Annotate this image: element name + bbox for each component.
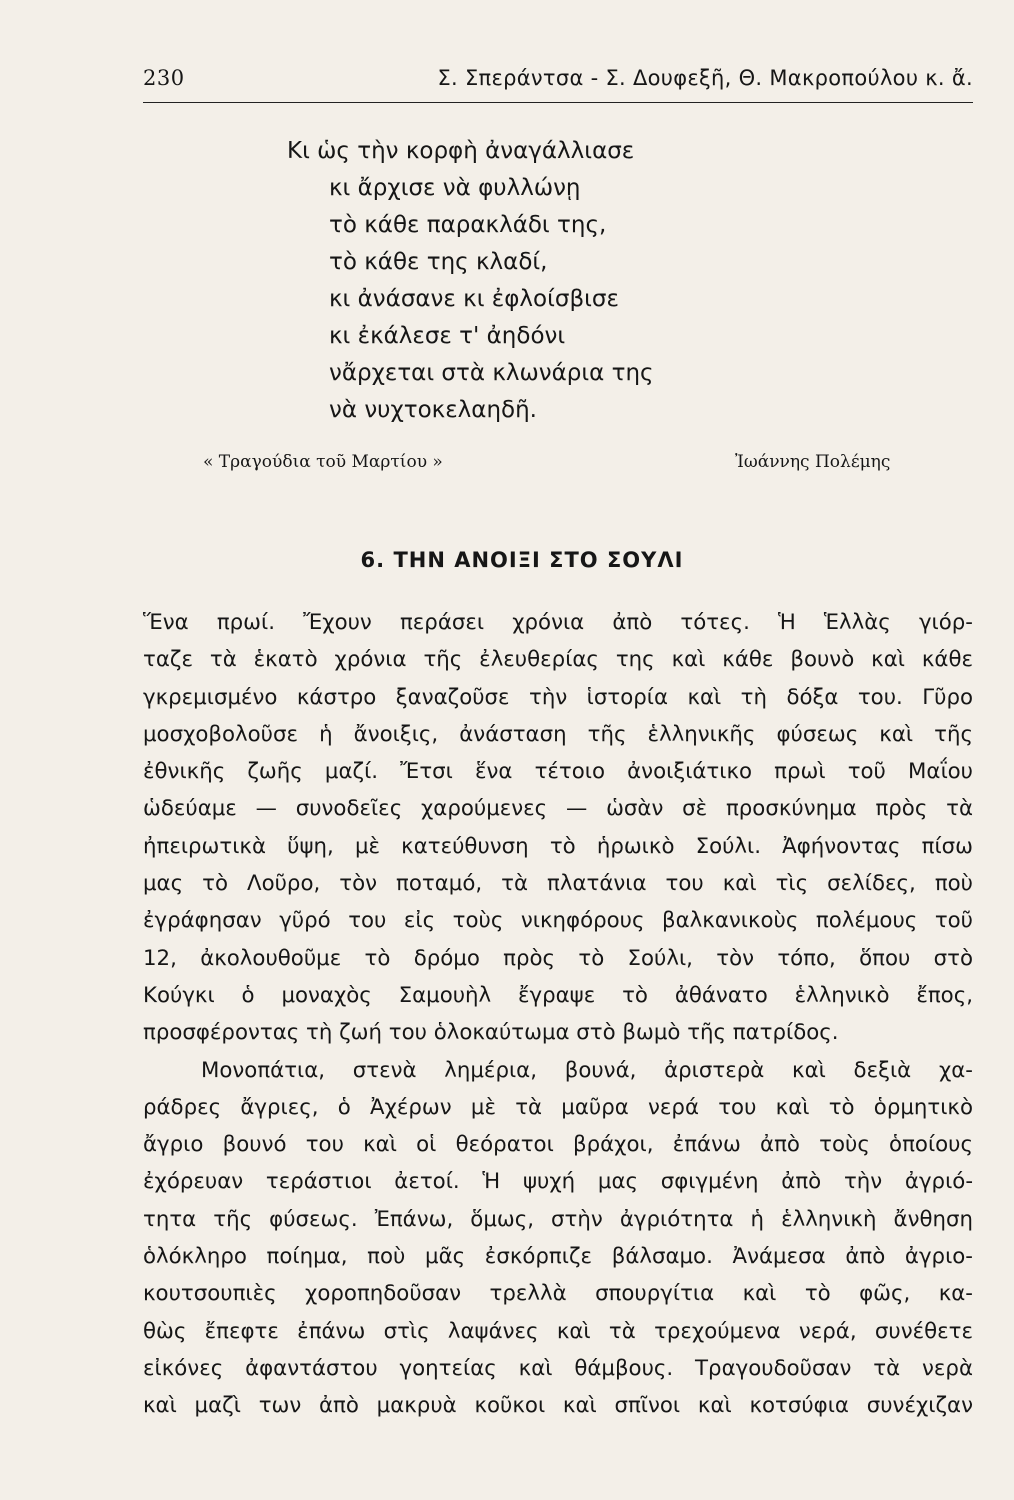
poem-line: τὸ κάθε παρακλάδι της, xyxy=(329,212,607,238)
text-line: ὁλόκληρο ποίημα, ποὺ μᾶς ἐσκόρπιζε βάλσαμο. Ἀνάμεσα ἀπὸ ἀγριο- xyxy=(143,1244,973,1270)
text-line: ράδρες ἄγριες, ὁ Ἀχέρων μὲ τὰ μαῦρα νερά του καὶ τὸ ὁρμητικὸ xyxy=(143,1094,973,1120)
text-line: ὡδεύαμε — συνοδεῖες χαρούμενες — ὡσὰν σὲ προσκύνημα πρὸς τὰ xyxy=(143,796,973,822)
text-line: θὼς ἔπεφτε ἐπάνω στὶς λαψάνες καὶ τὰ τρεχούμενα νερά, συνέθετε xyxy=(143,1318,973,1344)
text-line: κουτσουπιὲς χοροπηδοῦσαν τρελλὰ σπουργίτια καὶ τὸ φῶς, κα- xyxy=(143,1281,973,1307)
text-line: ταζε τὰ ἑκατὸ χρόνια τῆς ἐλευθερίας της καὶ κάθε βουνὸ καὶ κάθε xyxy=(143,647,973,673)
text-line: Ἕνα πρωί. Ἔχουν περάσει χρόνια ἀπὸ τότες. Ἡ Ἑλλὰς γιόρ- xyxy=(143,610,973,635)
text-line: Μονοπάτια, στενὰ λημέρια, βουνά, ἀριστερὰ καὶ δεξιὰ χα- xyxy=(201,1057,973,1083)
poem-line: νὰ νυχτοκελαηδῆ. xyxy=(329,397,537,423)
text-line: εἰκόνες ἀφαντάστου γοητείας καὶ θάμβους. Τραγουδοῦσαν τὰ νερὰ xyxy=(143,1355,973,1381)
section-heading: 6. ΤΗΝ ΑΝΟΙΞΙ ΣΤΟ ΣΟΥΛΙ xyxy=(360,548,684,572)
text-line: 12, ἀκολουθοῦμε τὸ δρόμο πρὸς τὸ Σούλι, τὸν τόπο, ὅπου στὸ xyxy=(143,945,973,971)
text-line: ἐθνικῆς ζωῆς μαζί. Ἔτσι ἕνα τέτοιο ἀνοιξιάτικο πρωὶ τοῦ Μαΐου xyxy=(143,759,973,785)
running-head: Σ. Σπεράντσα - Σ. Δουφεξῆ, Θ. Μακροπούλου κ. ἄ. xyxy=(437,66,973,90)
text-line: ἐχόρευαν τεράστιοι ἀετοί. Ἡ ψυχή μας σφιγμένη ἀπὸ τὴν ἀγριό- xyxy=(143,1169,973,1195)
page-header xyxy=(143,66,973,103)
poem-line: κι ἄρχισε νὰ φυλλώνῃ xyxy=(329,175,581,201)
body-text xyxy=(143,604,973,1425)
poem-line: τὸ κάθε της κλαδί, xyxy=(329,249,548,275)
poem-line: κι ἐκάλεσε τ' ἀηδόνι xyxy=(329,323,566,349)
poem-author: Ἰωάννης Πολέμης xyxy=(735,452,891,472)
poem-line: νἄρχεται στὰ κλωνάρια της xyxy=(329,360,654,386)
text-line: τητα τῆς φύσεως. Ἐπάνω, ὅμως, στὴν ἀγριότητα ἡ ἑλληνικὴ ἄνθηση xyxy=(143,1206,973,1232)
text-line: γκρεμισμένο κάστρο ξαναζοῦσε τὴν ἱστορία καὶ τὴ δόξα του. Γῦρο xyxy=(143,684,973,710)
poem-line: Κι ὡς τὴν κορφὴ ἀναγάλλιασε xyxy=(287,138,635,164)
text-line: καὶ μαζὶ των ἀπὸ μακρυὰ κοῦκοι καὶ σπῖνοι καὶ κοτσύφια συνέχιζαν xyxy=(143,1393,973,1419)
page-number: 230 xyxy=(143,66,185,90)
text-line: προσφέροντας τὴ ζωή του ὁλοκαύτωμα στὸ βωμὸ τῆς πατρίδος. xyxy=(143,1020,839,1046)
text-line: ἐγράφησαν γῦρό του εἰς τοὺς νικηφόρους βαλκανικοὺς πολέμους τοῦ xyxy=(143,908,973,934)
text-line: μοσχοβολοῦσε ἡ ἄνοιξις, ἀνάσταση τῆς ἑλληνικῆς φύσεως καὶ τῆς xyxy=(143,721,973,747)
text-line: ἄγριο βουνό του καὶ οἱ θεόρατοι βράχοι, ἐπάνω ἀπὸ τοὺς ὁποίους xyxy=(143,1132,973,1158)
text-line: ἠπειρωτικὰ ὕψη, μὲ κατεύθυνση τὸ ἡρωικὸ Σούλι. Ἀφήνοντας πίσω xyxy=(143,833,973,859)
text-line: Κούγκι ὁ μοναχὸς Σαμουὴλ ἔγραψε τὸ ἀθάνατο ἑλληνικὸ ἔπος, xyxy=(143,982,973,1008)
text-line: μας τὸ Λοῦρο, τὸν ποταμό, τὰ πλατάνια του καὶ τὶς σελίδες, ποὺ xyxy=(143,871,973,897)
poem-excerpt xyxy=(287,133,654,429)
poem-source: « Τραγούδια τοῦ Μαρτίου » xyxy=(203,452,443,472)
poem-line: κι ἀνάσανε κι ἐφλοίσβισε xyxy=(329,286,619,312)
